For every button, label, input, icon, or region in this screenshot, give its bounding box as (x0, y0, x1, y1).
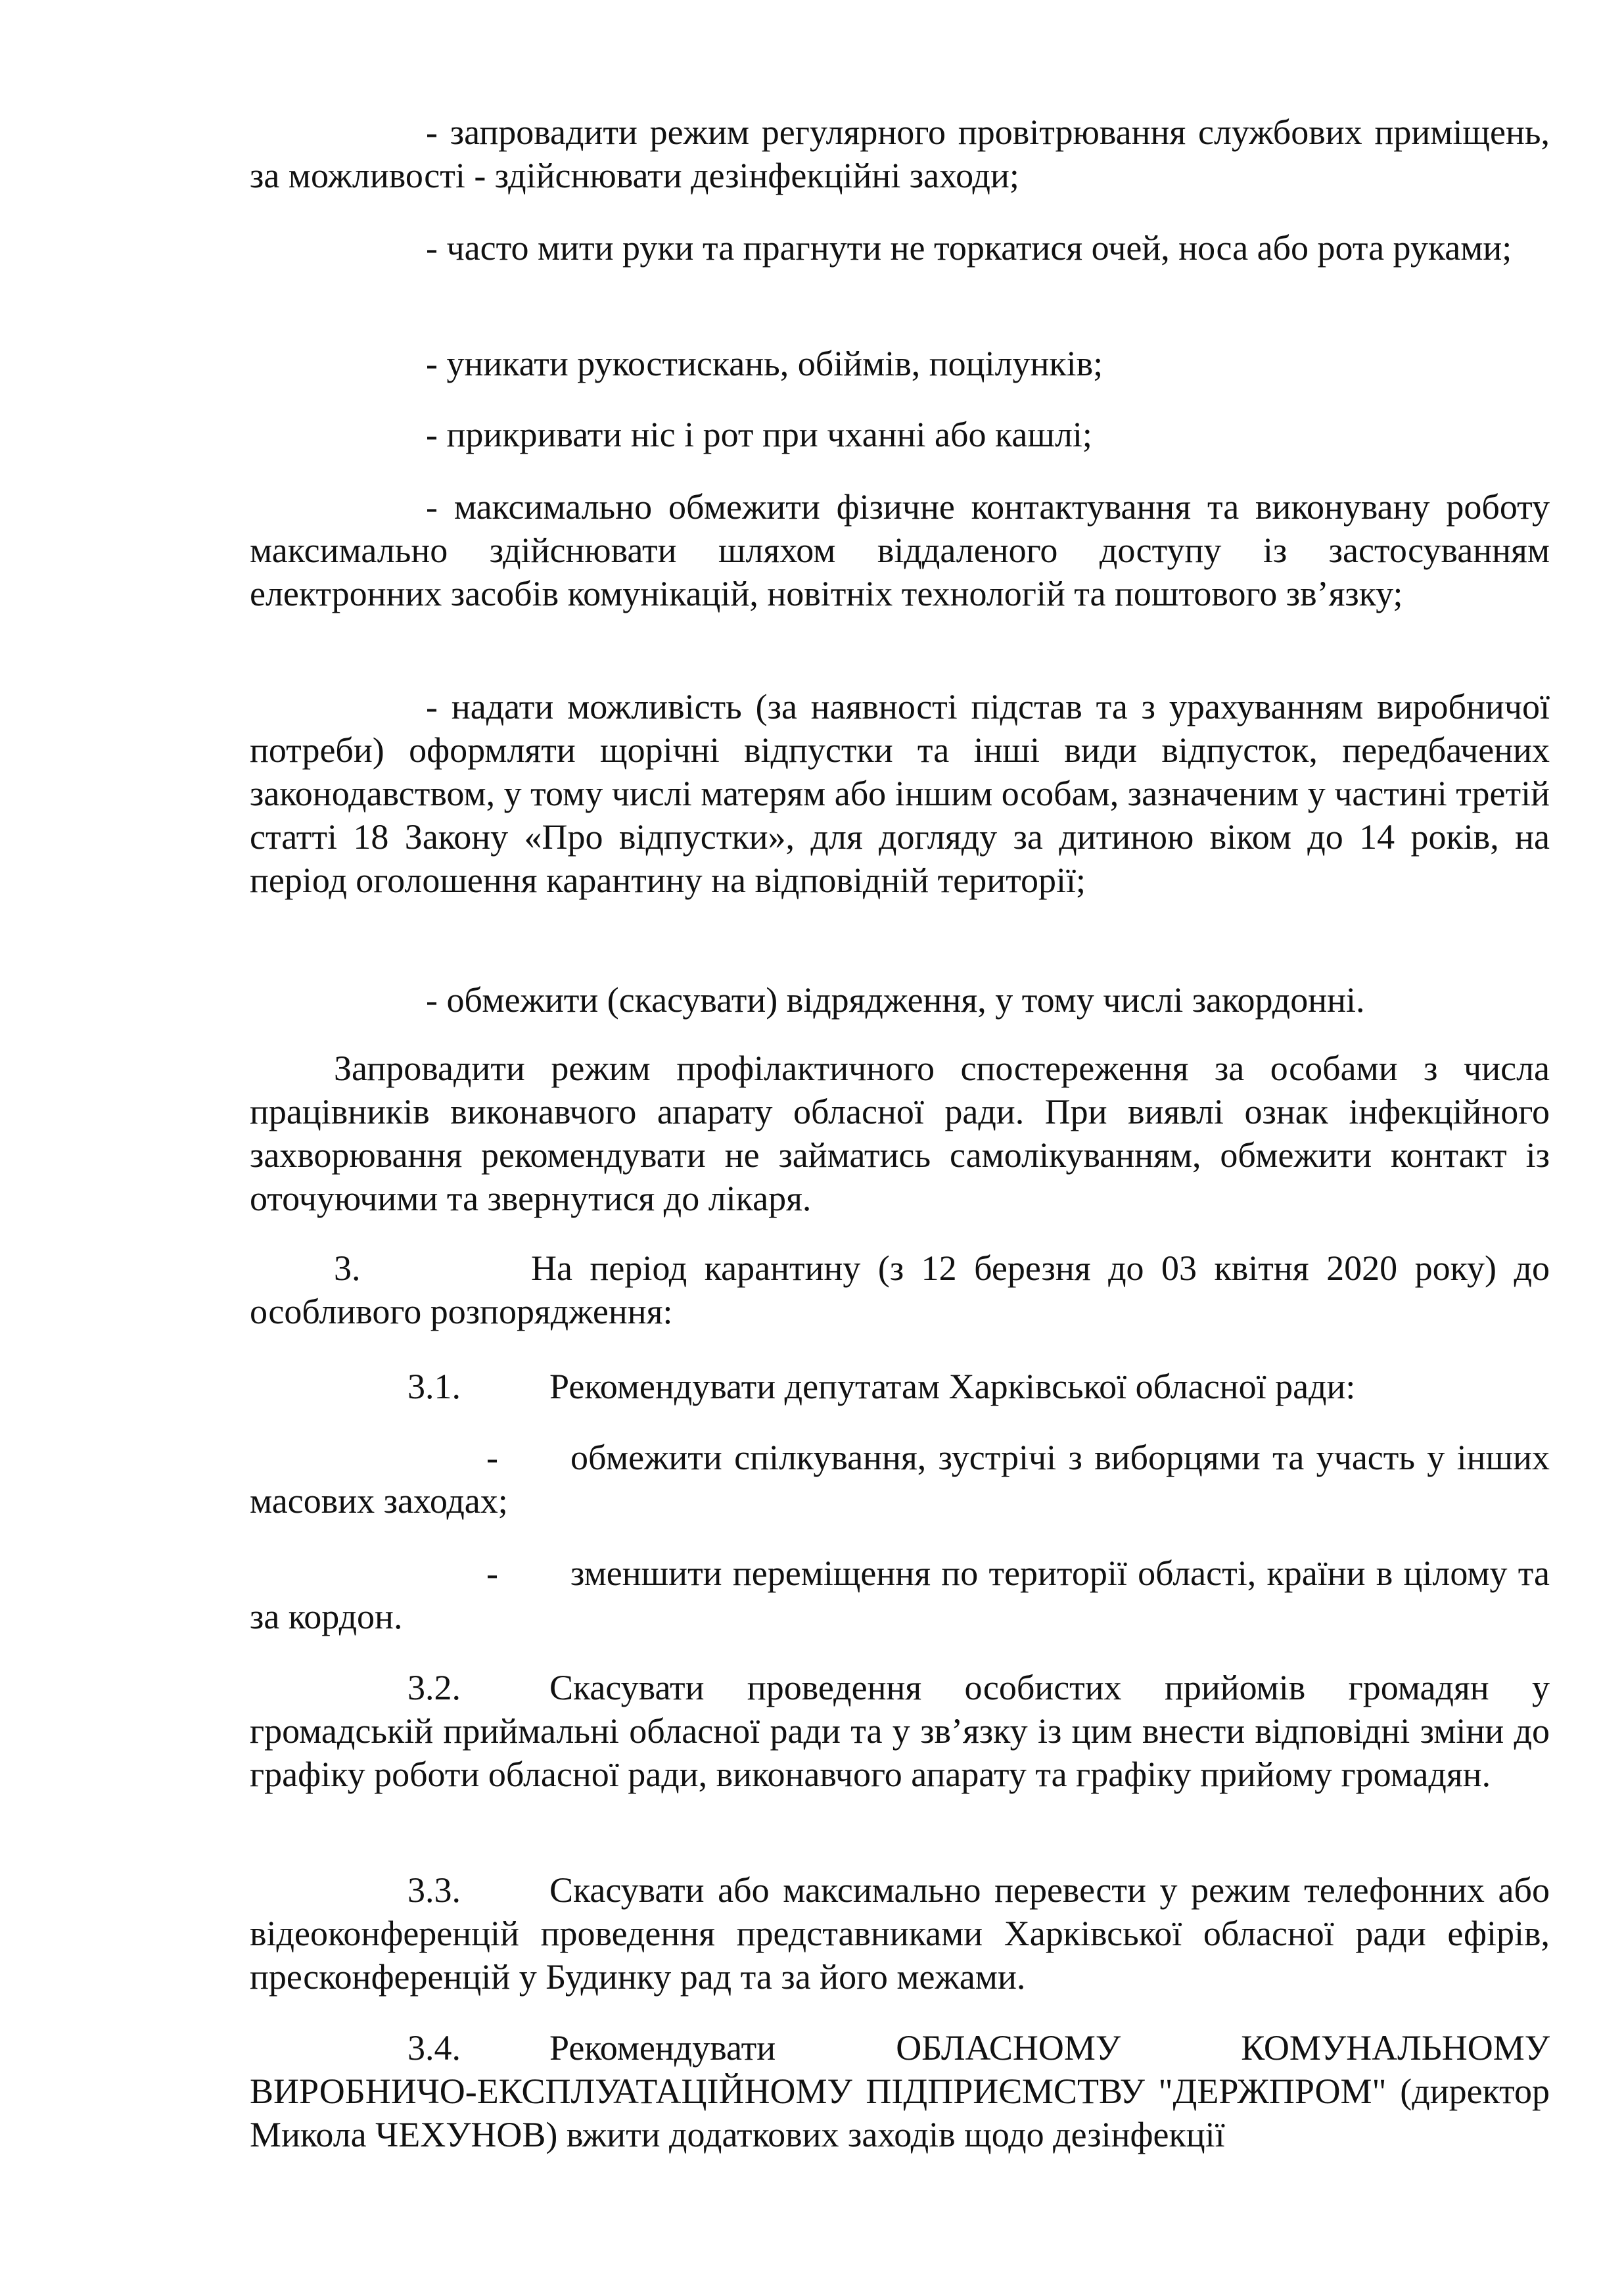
item-3-3-number: 3.3. (407, 1870, 461, 1910)
item-3-4 (250, 2026, 1550, 2156)
bullet-wash-hands: - часто мити руки та прагнути не торкатися очей, носа або рота руками; (426, 228, 1512, 268)
section-3 (250, 1246, 1550, 1333)
item-3-3-text: Скасувати або максимально перевести у режим телефонних або відеоконференцій проведення представниками Харківської обласної ради ефірів, пресконференцій у Будинку рад та за його межами. (250, 1870, 1550, 1997)
item-3-4-number: 3.4. (407, 2028, 461, 2068)
item-3-4-text: Рекомендувати ОБЛАСНОМУ КОМУНАЛЬНОМУ ВИРОБНИЧО-ЕКСПЛУАТАЦІЙНОМУ ПІДПРИЄМСТВУ "ДЕРЖПРОМ" (директор Микола ЧЕХУНОВ) вжити додаткових заходів щодо дезінфекції (250, 2028, 1550, 2154)
section-3-text: На період карантину (з 12 березня до 03 квітня 2020 року) до особливого розпорядження: (250, 1248, 1550, 1331)
observation-paragraph: Запровадити режим профілактичного спостереження за особами з числа працівників виконавчого апарату обласної ради. При виявлі ознак інфекційного захворювання рекомендувати не займатись самолікуванням, обмежити контакт із оточуючими та звернутися до лікаря. (250, 1049, 1550, 1218)
section-3-number: 3. (334, 1248, 361, 1288)
item-3-1-text: Рекомендувати депутатам Харківської обласної ради: (549, 1367, 1356, 1406)
dash-text: зменшити переміщення по території області, країни в цілому та за кордон. (250, 1553, 1550, 1636)
bullet-remote-work: - максимально обмежити фізичне контактування та виконувану роботу максимально здійснювати шляхом віддаленого доступу із застосуванням електронних засобів комунікацій, новітніх технологій та поштового зв’язку; (250, 487, 1550, 613)
item-3-1 (250, 1365, 1550, 1408)
item-3-1-dash-2 (250, 1552, 1550, 1638)
item-3-2-text: Скасувати проведення особистих прийомів громадян у громадській приймальні обласної ради та у зв’язку із цим внести відповідні зміни до графіку роботи обласної ради, виконавчого апарату та графіку прийому громадян. (250, 1668, 1550, 1794)
bullet-vacations: - надати можливість (за наявності підстав та з урахуванням виробничої потреби) оформляти щорічні відпустки та інші види відпусток, передбачених законодавством, у тому числі матерям або іншим особам, зазначеним у частині третій статті 18 Закону «Про відпустки», для догляду за дитиною віком до 14 років, на період оголошення карантину на відповідній території; (250, 687, 1550, 900)
dash-mark: - (486, 1438, 498, 1477)
bullet-cover-nose: - прикривати ніс і рот при чханні або кашлі; (426, 415, 1092, 454)
dash-text: обмежити спілкування, зустрічі з виборцями та участь у інших масових заходах; (250, 1438, 1550, 1521)
bullet-business-trips: - обмежити (скасувати) відрядження, у тому числі закордонні. (426, 980, 1365, 1020)
item-3-2 (250, 1666, 1550, 1796)
item-3-1-dash-1 (250, 1436, 1550, 1523)
dash-mark: - (486, 1553, 498, 1593)
item-3-3 (250, 1868, 1550, 1999)
item-3-1-number: 3.1. (407, 1367, 461, 1406)
item-3-2-number: 3.2. (407, 1668, 461, 1707)
bullet-avoid-handshakes: - уникати рукостискань, обіймів, поцілунків; (426, 344, 1103, 383)
bullet-ventilation: - запровадити режим регулярного провітрювання службових приміщень, за можливості - здійснювати дезінфекційні заходи; (250, 112, 1550, 195)
